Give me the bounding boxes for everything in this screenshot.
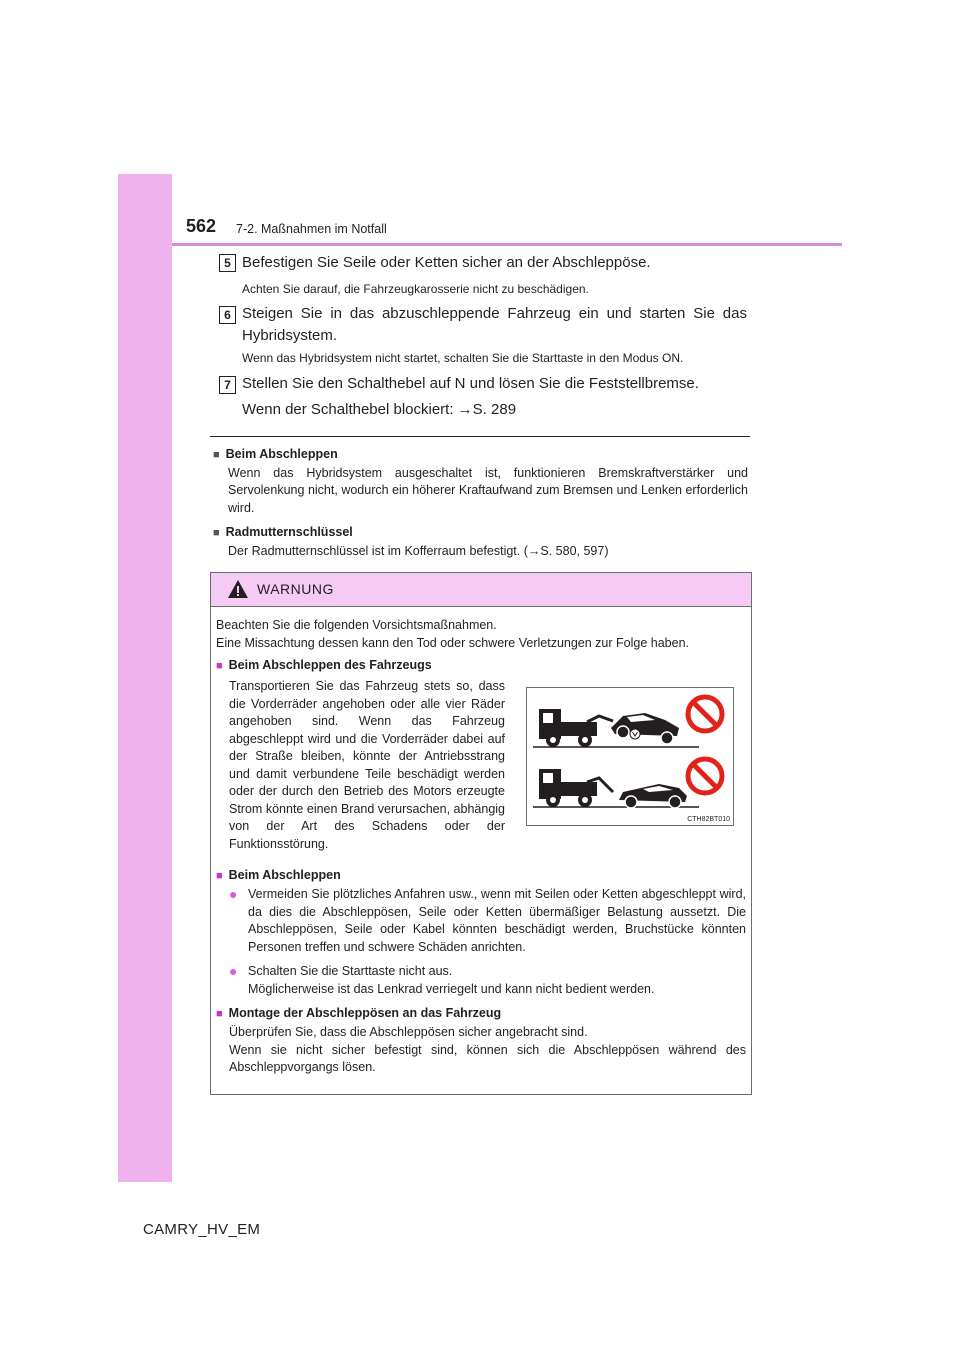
bullet-item: ● Vermeiden Sie plötzliches Anfahren usw., wenn mit Seilen oder Ketten abgeschleppt wird, da dies die Abschleppösen, Seile oder Ketten übermäßiger Belastung aussetzt. Die Abschleppösen, Seile oder Kabel könnten beschädigt werden, Bruchstücke könnten Personen treffen und schwere Schäden anrichten. [229,886,746,954]
square-bullet-icon: ■ [216,870,223,882]
step-number-7: 7 [219,376,236,394]
round-bullet-icon: ● [229,963,238,979]
square-bullet-icon: ■ [216,1008,223,1020]
note-body: Der Radmutternschlüssel ist im Kofferraum befestigt. (→S. 580, 597) [228,543,609,558]
towing-illustration [526,687,734,826]
note-beim-abschleppen [213,446,748,517]
footer-model-code: CAMRY_HV_EM [143,1221,261,1238]
tow-truck-bottom-icon [533,769,699,808]
step-number-5: 5 [219,254,236,272]
step-note-6: Wenn das Hybridsystem nicht startet, schalten Sie die Starttaste in den Modus ON. [242,351,684,365]
square-bullet-icon: ■ [216,660,223,672]
note-body: Wenn das Hybridsystem ausgeschaltet ist, funktionieren Bremskraftverstärker und Servolenkung nicht, wodurch ein höherer Kraftaufwand zum Bremsen und Lenken erforderlich wird. [228,465,748,515]
warning-intro-line2: Eine Missachtung dessen kann den Tod oder schwere Verletzungen zur Folge haben. [216,635,689,650]
warning-intro-line1: Beachten Sie die folgenden Vorsichtsmaßnahmen. [216,618,497,632]
header-rule [172,243,842,246]
step-text-6: Steigen Sie in das abzuschleppende Fahrzeug ein und starten Sie das Hybridsystem. [242,305,747,344]
tow-truck-figure [527,688,733,825]
abschleppen-subheading [216,867,746,886]
bullet-item: ● Schalten Sie die Starttaste nicht aus. Möglicherweise ist das Lenkrad verriegelt und kann nicht bedient werden. [229,963,655,996]
chapter-sidebar-tab [118,174,172,1182]
warning-header [211,573,751,607]
note-title: Beim Abschleppen [225,447,338,461]
towing-paragraph: Transportieren Sie das Fahrzeug stets so, dass die Vorderräder angehoben oder alle vier Räder angehoben sind. Wenn das Fahrzeug abgeschleppt wird und die Vorderräder dabei auf der Straße bleiben, könnte der Antriebsstrang und damit verbundene Teile beschädigt werden oder der durch den Betrieb des Motors erzeugte Strom könnte einen Brand verursachen, abhängig von der Art des Schadens oder der Funktionsstörung. [229,679,505,851]
warning-triangle-icon [227,579,249,599]
towing-subheading [216,657,746,676]
round-bullet-icon: ● [229,886,238,902]
abschleppen-bullets [216,886,746,1005]
step-note-7: Wenn der Schalthebel blockiert: →S. 289 [242,401,517,418]
warning-intro [216,617,746,652]
section-title: 7-2. Maßnahmen im Notfall [236,222,387,236]
warning-box [210,572,752,1095]
step-text-7: Stellen Sie den Schalthebel auf N und lösen Sie die Feststellbremse. [242,375,699,392]
step-text-5: Befestigen Sie Seile oder Ketten sicher an der Abschleppöse. [242,254,651,271]
figure-code: CTH82BT010 [687,816,730,823]
note-title: Radmutternschlüssel [225,525,353,539]
towing-title: Beim Abschleppen des Fahrzeugs [228,658,432,672]
section-divider [210,436,750,437]
square-bullet-icon: ■ [213,449,220,461]
note-radmutternschluessel [213,524,748,560]
page-number: 562 [186,216,217,236]
tow-truck-top-icon [533,709,699,747]
montage-subheading [216,1005,746,1024]
abschleppen-title: Beim Abschleppen [228,868,341,882]
prohibited-sign-top-icon [688,697,722,731]
warning-title: WARNUNG [257,581,334,597]
step-note-5: Achten Sie darauf, die Fahrzeugkarosserie nicht zu beschädigen. [242,282,589,296]
montage-text: Überprüfen Sie, dass die Abschleppösen sicher angebracht sind. Wenn sie nicht sicher befestigt sind, können sich die Abschleppösen während des Abschleppvorgangs lösen. [229,1025,746,1074]
step-number-6: 6 [219,306,236,324]
prohibited-sign-bottom-icon [688,759,722,793]
square-bullet-icon: ■ [213,527,220,539]
montage-title: Montage der Abschleppösen an das Fahrzeug [228,1006,502,1020]
